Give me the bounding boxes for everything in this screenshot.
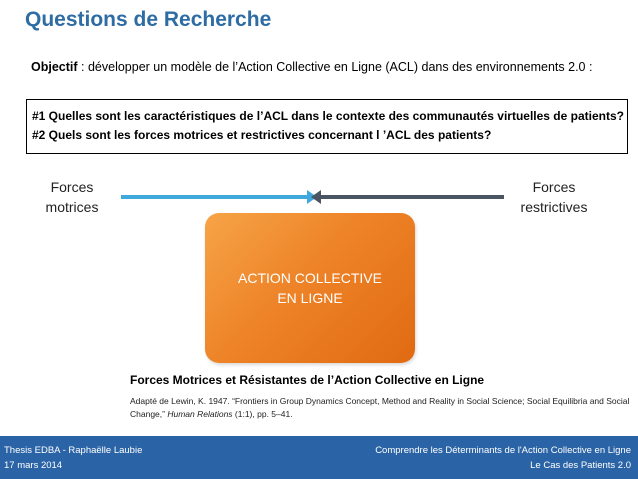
action-collective-box [205, 213, 415, 363]
question-1: #1 Quelles sont les caractéristiques de l’ACL dans le contexte des communautés virtuelles de patients? [32, 109, 624, 123]
forces-left-line2: motrices [45, 199, 99, 215]
footer-right [375, 443, 631, 473]
forces-right-line2: restrictives [520, 199, 588, 215]
forces-restrictives-label [515, 177, 593, 217]
footer-date: 17 mars 2014 [4, 460, 63, 471]
reference-text-2: (1:1), pp. 5–41. [232, 409, 293, 419]
footer-left [4, 443, 142, 473]
research-questions-box [26, 99, 628, 154]
forces-right-line1: Forces [532, 179, 576, 195]
reference-journal: Human Relations [167, 409, 233, 419]
slide-title: Questions de Recherche [25, 8, 272, 31]
reference-text-1: Adapté de Lewin, K. 1947. “Frontiers in Group Dynamics Concept, Method and Reality in Social Science; Social Equilibria and Social Change,” [130, 396, 630, 419]
restraining-force-arrow-head-icon [311, 190, 321, 204]
figure-reference [130, 395, 630, 421]
objective-text: : développer un modèle de l’Action Collective en Ligne (ACL) dans des environnements 2.0 : [77, 60, 593, 74]
restraining-force-arrow-shaft [320, 195, 504, 199]
figure-caption-title: Forces Motrices et Résistantes de l’Action Collective en Ligne [130, 373, 485, 387]
forces-motrices-label [38, 177, 106, 217]
footer-author: Thesis EDBA - Raphaëlle Laubie [4, 445, 143, 456]
objective-line [31, 60, 592, 74]
action-box-line2: EN LIGNE [277, 290, 343, 306]
objective-label: Objectif [31, 60, 78, 74]
footer-thesis-subtitle: Le Cas des Patients 2.0 [530, 460, 631, 471]
forces-left-line1: Forces [50, 179, 94, 195]
slide-footer [0, 436, 638, 479]
driving-force-arrow-shaft [121, 195, 311, 199]
question-2: #2 Quels sont les forces motrices et restrictives concernant l ’ACL des patients? [32, 128, 492, 142]
footer-thesis-title: Comprendre les Déterminants de l'Action Collective en Ligne [375, 445, 631, 456]
action-box-line1: ACTION COLLECTIVE [238, 270, 382, 286]
